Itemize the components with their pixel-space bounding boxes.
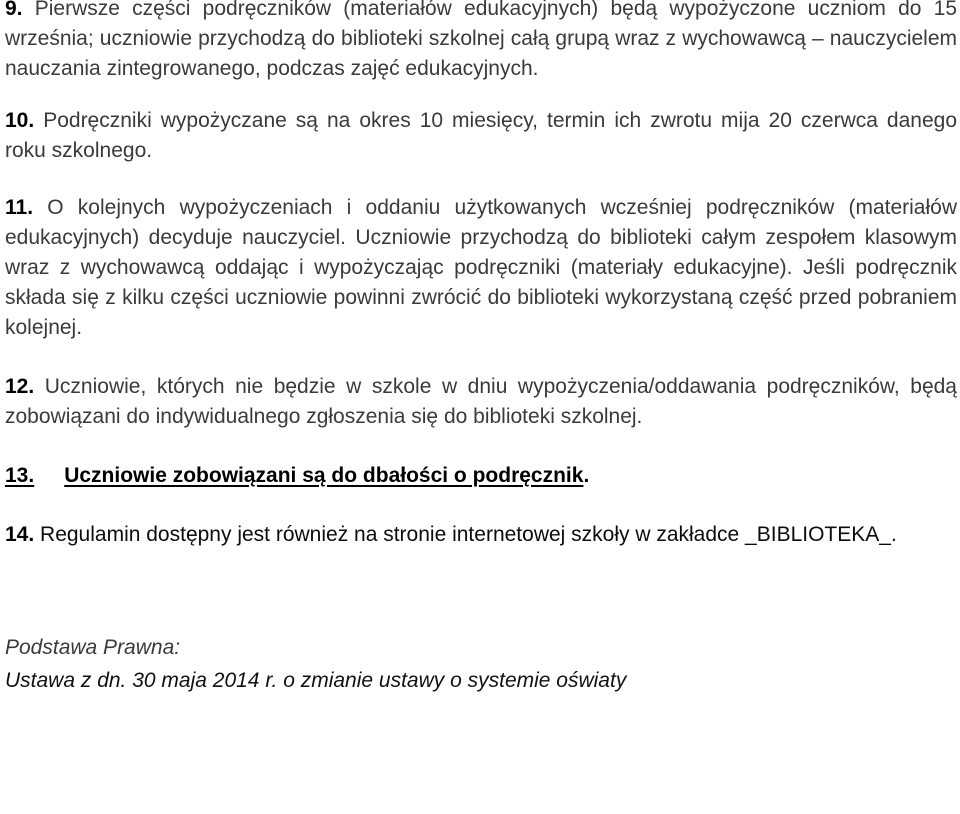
paragraph-10-text: Podręczniki wypożyczane są na okres 10 miesięcy, termin ich zwrotu mija 20 czerwca danego roku szkolnego. xyxy=(5,109,957,162)
document-page xyxy=(5,0,957,697)
paragraph-10 xyxy=(5,106,957,166)
paragraph-13-number: 13. xyxy=(5,464,35,487)
paragraph-9-number: 9. xyxy=(5,0,23,20)
legal-basis xyxy=(5,631,957,697)
paragraph-13-text: Uczniowie zobowiązani są do dbałości o podręcznik xyxy=(64,464,584,487)
paragraph-14 xyxy=(5,520,957,550)
paragraph-14-number: 14. xyxy=(5,523,35,546)
paragraph-12 xyxy=(5,372,957,432)
paragraph-9-text: Pierwsze części podręczników (materiałów edukacyjnych) będą wypożyczone uczniom do 15 września; uczniowie przychodzą do biblioteki szkolnej całą grupą wraz z wychowawcą – nauczycielem nauczania zintegrowanego, podczas zajęć edukacyjnych. xyxy=(5,0,957,80)
paragraph-9 xyxy=(5,0,957,84)
paragraph-11-text: O kolejnych wypożyczeniach i oddaniu użytkowanych wcześniej podręczników (materiałów edukacyjnych) decyduje nauczyciel. Uczniowie przychodzą do biblioteki całym zespołem klasowym wraz z wychowawcą oddając i wypożyczając podręczniki (materiały edukacyjne). Jeśli podręcznik składa się z kilku części uczniowie powinni zwrócić do biblioteki wykorzystaną część przed pobraniem kolejnej. xyxy=(5,196,957,339)
paragraph-12-text: Uczniowie, których nie będzie w szkole w dniu wypożyczenia/oddawania podręczników, będą zobowiązani do indywidualnego zgłoszenia się do biblioteki szkolnej. xyxy=(5,375,957,428)
legal-basis-label: Podstawa Prawna: xyxy=(5,636,181,659)
paragraph-11-number: 11. xyxy=(5,196,34,219)
paragraph-13 xyxy=(5,461,957,491)
paragraph-12-number: 12. xyxy=(5,375,35,398)
paragraph-13-tail: . xyxy=(583,464,590,487)
legal-basis-text: Ustawa z dn. 30 maja 2014 r. o zmianie ustawy o systemie oświaty xyxy=(5,669,627,692)
paragraph-14-text: Regulamin dostępny jest również na stronie internetowej szkoły w zakładce _BIBLIOTEKA_. xyxy=(34,523,897,546)
paragraph-11 xyxy=(5,193,957,343)
paragraph-10-number: 10. xyxy=(5,109,35,132)
